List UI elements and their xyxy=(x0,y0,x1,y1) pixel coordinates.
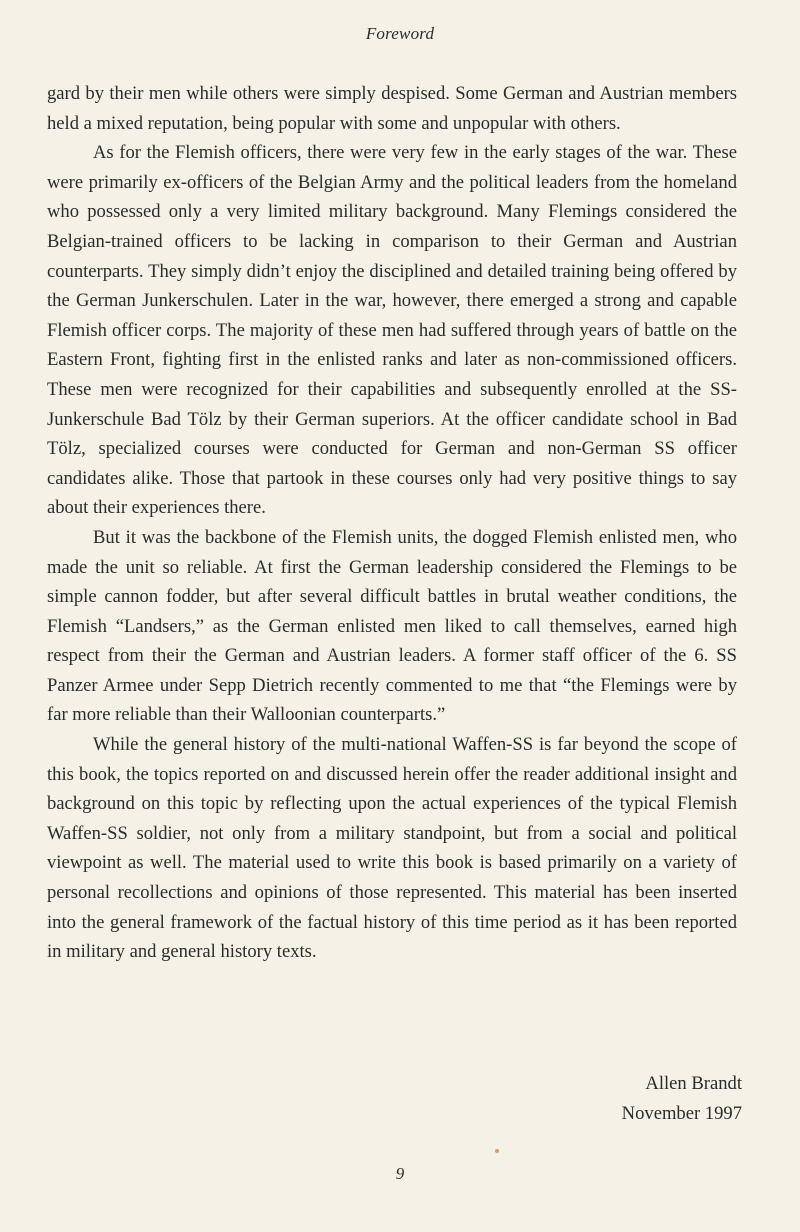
paragraph-enlisted-men: But it was the backbone of the Flemish units, the dogged Flemish enlisted men, who made the unit so reliable. At first the German leadership considered the Flemings to be simple cannon fodder, but after several difficult battles in brutal weather conditions, the Flemish “Landsers,” as the German enlisted men liked to call themselves, earned high respect from their the German and Austrian leaders. A former staff officer of the 6. SS Panzer Armee under Sepp Dietrich recently commented to me that “the Flemings were by far more reliable than their Walloonian counterparts.” xyxy=(47,526,737,726)
paragraph-flemish-officers: As for the Flemish officers, there were very few in the early stages of the war. These were primarily ex-officers of the Belgian Army and the political leaders from the homeland who possessed only a very limited military background. Many Flemings considered the Belgian-trained officers to be lacking in comparison to their German and Austrian counterparts. They simply didn’t enjoy the disciplined and detailed training being offered by the German Junkerschulen. Later in the war, however, there emerged a strong and capable Flemish officer corps. The majority of these men had suffered through years of battle on the Eastern Front, fighting first in the enlisted ranks and later as non-commissioned officers. These men were recognized for their capabilities and subsequently enrolled at the SS-Junkerschule Bad Tölz by their German superiors. At the officer candidate school in Bad Tölz, specialized courses were conducted for German and non-German SS officer candidates alike. Those that partook in these courses only had very positive things to say about their experiences there. xyxy=(47,142,737,519)
author-name: Allen Brandt xyxy=(645,1073,742,1094)
paragraph-scope: While the general history of the multi-national Waffen-SS is far beyond the scope of this book, the topics reported on and discussed herein offer the reader additional insight and background on this topic by reflecting upon the actual experiences of the typical Flemish Waffen-SS soldier, not only from a military standpoint, but from a social and political viewpoint as well. The material used to write this book is based primarily on a variety of personal recollections and opinions of those represented. This material has been inserted into the general framework of the factual history of this time period as it has been reported in military and general history texts. xyxy=(47,734,737,963)
signature-date: November 1997 xyxy=(621,1102,742,1124)
page-number: 9 xyxy=(395,1164,405,1183)
running-head: Foreword xyxy=(365,24,435,43)
signature-block xyxy=(622,1069,742,1128)
paragraph-continuation: gard by their men while others were simply despised. Some German and Austrian members held a mixed reputation, being popular with some and unpopular with others. xyxy=(47,83,737,134)
foreword-body xyxy=(47,79,737,967)
paper-speck xyxy=(495,1149,499,1153)
